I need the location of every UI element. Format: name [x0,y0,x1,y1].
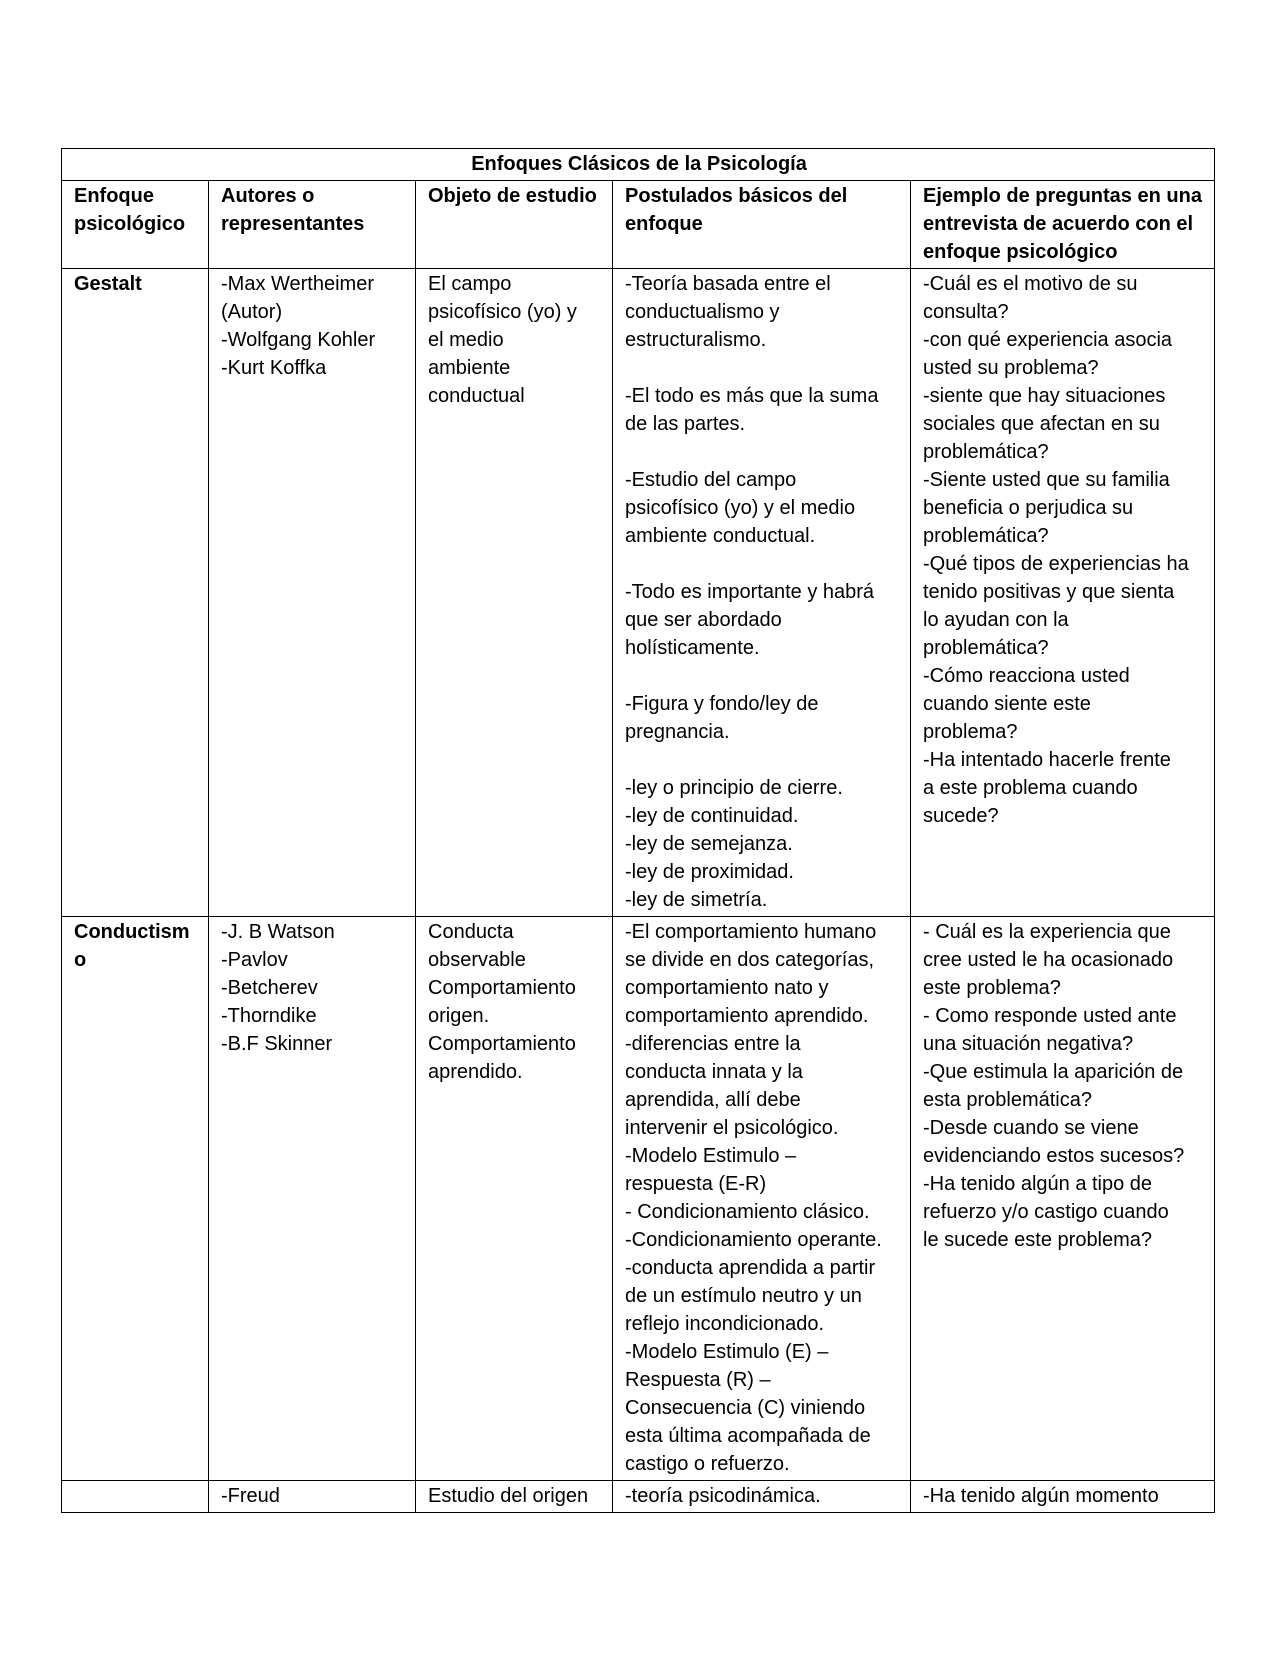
autores-cell-gestalt [209,269,416,917]
enfoque-name-psicoanalisis [62,1481,209,1513]
enfoque-name-gestalt: Gestalt [62,269,209,917]
cell-line: Conducta [428,921,514,943]
cell-line: reflejo incondicionado. [625,1313,825,1335]
cell-line: enfoque [625,213,703,235]
cell-line: aprendido. [428,1061,523,1083]
cell-line: Objeto de estudio [428,185,597,207]
table-row-gestalt [62,269,1215,917]
cell-line: -siente que hay situaciones [923,385,1166,407]
cell-line: -conducta aprendida a partir [625,1257,876,1279]
cell-line: problemática? [923,441,1049,463]
cell-line: consulta? [923,301,1009,323]
cell-line: -ley de simetría. [625,889,768,911]
cell-line: refuerzo y/o castigo cuando [923,1201,1169,1223]
cell-line: Enfoque [74,185,154,207]
cell-line: -Figura y fondo/ley de [625,693,819,715]
cell-line: aprendida, allí debe [625,1089,801,1111]
table-header-row [62,181,1215,269]
cell-line: - Cuál es la experiencia que [923,921,1171,943]
cell-line: representantes [221,213,365,235]
header-preguntas [911,181,1215,269]
header-postulados [613,181,911,269]
cell-line: -Betcherev [221,977,318,999]
cell-line: comportamiento nato y [625,977,829,999]
cell-line: -ley o principio de cierre. [625,777,843,799]
preguntas-cell-conductismo [911,917,1215,1481]
cell-line: -Todo es importante y habrá [625,581,875,603]
blank-line [625,354,900,382]
cell-line: -Condicionamiento operante. [625,1229,882,1251]
cell-line: conductualismo y [625,301,780,323]
cell-line: Postulados básicos del [625,185,848,207]
cell-line: holísticamente. [625,637,760,659]
cell-line: entrevista de acuerdo con el [923,213,1194,235]
cell-line: esta última acompañada de [625,1425,871,1447]
cell-line: Comportamiento [428,1033,576,1055]
objeto-cell-conductismo [416,917,613,1481]
cell-line: -Estudio del campo [625,469,797,491]
cell-line: tenido positivas y que sienta [923,581,1175,603]
cell-line: de las partes. [625,413,746,435]
cell-line: beneficia o perjudica su [923,497,1134,519]
header-objeto [416,181,613,269]
cell-line: El campo [428,273,512,295]
header-enfoque [62,181,209,269]
postulados-cell-gestalt [613,269,911,917]
cell-line: psicológico [74,213,186,235]
cell-line: -Ha tenido algún a tipo de [923,1173,1153,1195]
cell-line: Respuesta (R) – [625,1369,771,1391]
cell-line: -Teoría basada entre el [625,273,831,295]
cell-line: problemática? [923,525,1049,547]
cell-line: origen. [428,1005,490,1027]
cell-line: psicofísico (yo) y [428,301,577,323]
cell-line: que ser abordado [625,609,782,631]
cell-line: Comportamiento [428,977,576,999]
cell-line: a este problema cuando [923,777,1138,799]
cell-line: Conductism [74,921,190,943]
cell-line: observable [428,949,526,971]
preguntas-cell-gestalt [911,269,1215,917]
cell-line: enfoque psicológico [923,241,1118,263]
psychology-approaches-table [61,148,1215,1513]
cell-line: -B.F Skinner [221,1033,333,1055]
table-row-psicoanalisis [62,1481,1215,1513]
cell-line: cree usted le ha ocasionado [923,949,1174,971]
cell-line: Estudio del origen [428,1485,589,1507]
preguntas-cell-psicoanalisis [911,1481,1215,1513]
cell-line: se divide en dos categorías, [625,949,875,971]
cell-line: estructuralismo. [625,329,767,351]
cell-line: problemática? [923,637,1049,659]
cell-line: - Como responde usted ante [923,1005,1177,1027]
cell-line: sucede? [923,805,999,827]
cell-line: -ley de semejanza. [625,833,793,855]
cell-line: conducta innata y la [625,1061,803,1083]
cell-line: el medio [428,329,504,351]
cell-line: usted su problema? [923,357,1099,379]
blank-line [625,662,900,690]
cell-line: -Freud [221,1485,280,1507]
cell-line: -Pavlov [221,949,288,971]
blank-line [625,438,900,466]
cell-line: -Siente usted que su familia [923,469,1170,491]
cell-line: Consecuencia (C) viniendo [625,1397,866,1419]
cell-line: Ejemplo de preguntas en una [923,185,1202,207]
cell-line: -Modelo Estimulo (E) – [625,1341,829,1363]
objeto-cell-psicoanalisis [416,1481,613,1513]
cell-line: -Qué tipos de experiencias ha [923,553,1189,575]
cell-line: -Cuál es el motivo de su [923,273,1138,295]
cell-line: respuesta (E-R) [625,1173,767,1195]
autores-cell-psicoanalisis [209,1481,416,1513]
enfoque-name-conductismo [62,917,209,1481]
cell-line: -ley de continuidad. [625,805,799,827]
cell-line: -Ha tenido algún momento [923,1485,1159,1507]
cell-line: de un estímulo neutro y un [625,1285,862,1307]
cell-line: -Que estimula la aparición de [923,1061,1184,1083]
cell-line: -Cómo reacciona usted [923,665,1130,687]
cell-line: -Wolfgang Kohler [221,329,376,351]
cell-line: esta problemática? [923,1089,1092,1111]
cell-line: sociales que afectan en su [923,413,1160,435]
cell-line: -con qué experiencia asocia [923,329,1173,351]
table-row-conductismo [62,917,1215,1481]
postulados-cell-psicoanalisis [613,1481,911,1513]
cell-line: evidenciando estos sucesos? [923,1145,1185,1167]
cell-line: -teoría psicodinámica. [625,1485,821,1507]
cell-line: ambiente [428,357,511,379]
cell-line: -El comportamiento humano [625,921,877,943]
cell-line: pregnancia. [625,721,730,743]
cell-line: problema? [923,721,1018,743]
cell-line: - Condicionamiento clásico. [625,1201,870,1223]
cell-line: Autores o [221,185,315,207]
cell-line: le sucede este problema? [923,1229,1153,1251]
cell-line: conductual [428,385,525,407]
cell-line: -El todo es más que la suma [625,385,879,407]
cell-line: lo ayudan con la [923,609,1069,631]
blank-line [625,746,900,774]
cell-line: -Max Wertheimer [221,273,374,295]
cell-line: intervenir el psicológico. [625,1117,839,1139]
autores-cell-conductismo [209,917,416,1481]
cell-line: este problema? [923,977,1061,999]
cell-line: -Desde cuando se viene [923,1117,1139,1139]
cell-line: comportamiento aprendido. [625,1005,869,1027]
cell-line: -Thorndike [221,1005,317,1027]
table-title: Enfoques Clásicos de la Psicología [62,149,1215,181]
cell-line: (Autor) [221,301,283,323]
cell-line: -ley de proximidad. [625,861,794,883]
blank-line [625,550,900,578]
cell-line: -diferencias entre la [625,1033,801,1055]
cell-line: -Modelo Estimulo – [625,1145,797,1167]
objeto-cell-gestalt [416,269,613,917]
cell-line: cuando siente este [923,693,1091,715]
cell-line: -Kurt Koffka [221,357,327,379]
cell-line: castigo o refuerzo. [625,1453,790,1475]
cell-line: o [74,949,87,971]
table-title-row [62,149,1215,181]
cell-line: ambiente conductual. [625,525,816,547]
postulados-cell-conductismo [613,917,911,1481]
cell-line: -J. B Watson [221,921,335,943]
cell-line: psicofísico (yo) y el medio [625,497,856,519]
header-autores [209,181,416,269]
cell-line: una situación negativa? [923,1033,1134,1055]
cell-line: -Ha intentado hacerle frente [923,749,1171,771]
